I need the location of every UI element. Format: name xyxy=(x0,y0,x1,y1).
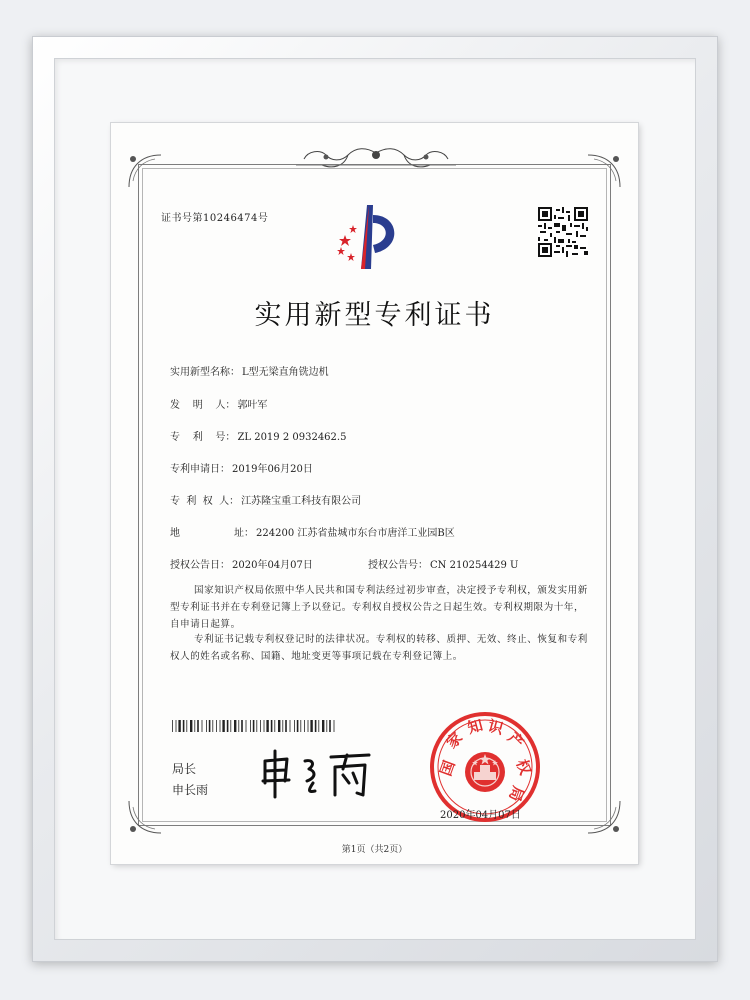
signer-name: 申长雨 xyxy=(172,783,209,797)
field-grant-date xyxy=(170,556,313,571)
grant-statement: 国家知识产权局依照中华人民共和国专利法经过初步审查，决定授予专利权，颁发实用新型专利证书并在专利登记簿上予以登记。专利权自授权公告之日起生效。专利权期限为十年，自申请日起算。 xyxy=(170,585,588,630)
field-label: 授权公告号： xyxy=(368,560,428,571)
field-label: 地 址： xyxy=(170,528,255,539)
field-label: 专利申请日： xyxy=(170,464,230,475)
field-value: 224200 江苏省盐城市东台市唐洋工业园B区 xyxy=(256,528,455,539)
signer-title: 局长 xyxy=(172,762,197,776)
svg-text:国: 国 xyxy=(436,758,459,779)
field-label: 发 明 人： xyxy=(170,400,236,411)
signature xyxy=(257,747,377,801)
field-value: 2020年04月07日 xyxy=(232,560,313,571)
top-ornament xyxy=(286,145,466,179)
field-label: 专 利 号： xyxy=(170,432,236,443)
seal-date: 2020年04月07日 xyxy=(440,810,521,821)
certificate-title: 实用新型专利证书 xyxy=(254,300,495,331)
page-number: 第1页（共2页） xyxy=(341,845,408,855)
corner-ornament-top-right xyxy=(584,151,624,191)
field-label: 专 利 权 人： xyxy=(170,496,240,507)
field-inventor xyxy=(170,396,267,411)
field-value: L型无梁直角铣边机 xyxy=(242,367,329,378)
field-value: 江苏隆宝重工科技有限公司 xyxy=(241,496,362,507)
qr-code xyxy=(538,207,588,257)
field-grant-number xyxy=(368,556,518,571)
svg-text:家: 家 xyxy=(442,728,467,752)
field-value: ZL 2019 2 0932462.5 xyxy=(237,432,347,443)
field-label: 授权公告日： xyxy=(170,560,230,571)
field-value: 2019年06月20日 xyxy=(232,464,313,475)
field-patent-number xyxy=(170,428,346,443)
svg-text:产: 产 xyxy=(504,728,528,753)
field-value: 郭叶军 xyxy=(237,400,268,411)
corner-ornament-top-left xyxy=(125,151,165,191)
field-value: CN 210254429 U xyxy=(430,560,519,571)
svg-text:识: 识 xyxy=(486,716,506,739)
svg-text:知: 知 xyxy=(465,716,485,738)
field-address xyxy=(170,524,455,539)
legal-status-note: 专利证书记载专利权登记时的法律状况。专利权的转移、质押、无效、终止、恢复和专利权人的姓名或名称、国籍、地址变更等事项记载在专利登记簿上。 xyxy=(170,634,588,662)
barcode xyxy=(172,720,340,732)
svg-text:权: 权 xyxy=(512,756,535,778)
svg-text:局: 局 xyxy=(505,783,528,804)
certificate-paper xyxy=(111,123,638,864)
certificate-number: 证书号第10246474号 xyxy=(161,213,269,224)
field-label: 实用新型名称： xyxy=(170,367,240,378)
patent-office-logo xyxy=(331,201,411,273)
field-utility-model-name xyxy=(170,363,329,378)
field-patentee xyxy=(170,492,361,507)
field-application-date xyxy=(170,460,313,475)
corner-ornament-bottom-right xyxy=(584,797,624,837)
corner-ornament-bottom-left xyxy=(125,797,165,837)
